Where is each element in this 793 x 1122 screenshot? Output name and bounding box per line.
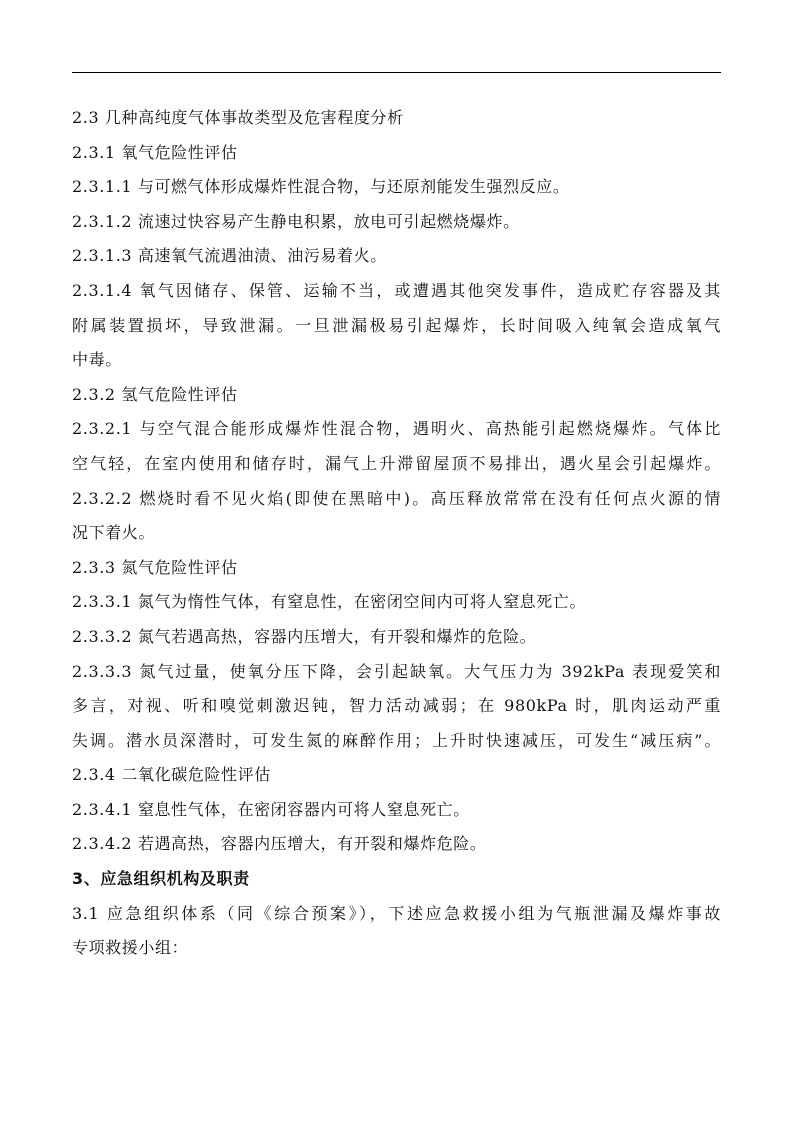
paragraph-line: 附属装置损坏，导致泄漏。一旦泄漏极易引起爆炸，长时间吸入纯氧会造成氧气: [72, 315, 721, 335]
paragraph-line: 空气轻，在室内使用和储存时，漏气上升滞留屋顶不易排出，遇火星会引起爆炸。: [72, 453, 721, 473]
paragraph-line: 2.3.1.3 高速氧气流遇油渍、油污易着火。: [72, 246, 387, 266]
subsection-heading-oxygen: 2.3.1 氧气危险性评估: [72, 142, 238, 162]
paragraph-line: 中毒。: [72, 350, 122, 370]
paragraph-line: 2.3.2.1 与空气混合能形成爆炸性混合物，遇明火、高热能引起燃烧爆炸。气体比: [72, 419, 721, 439]
paragraph-line: 2.3.3.2 氮气若遇高热，容器内压增大，有开裂和爆炸的危险。: [72, 626, 537, 646]
paragraph-line: 2.3.1.4 氧气因储存、保管、运输不当，或遭遇其他突发事件，造成贮存容器及其: [72, 280, 721, 300]
paragraph-line: 多言，对视、听和嗅觉刺激迟钝，智力活动减弱；在 980kPa 时，肌肉运动严重: [72, 696, 721, 716]
subsection-heading-hydrogen: 2.3.2 氢气危险性评估: [72, 384, 238, 404]
paragraph-line: 2.3.4.1 窒息性气体，在密闭容器内可将人窒息死亡。: [72, 799, 470, 819]
paragraph-line: 2.3.3.1 氮气为惰性气体，有窒息性，在密闭空间内可将人窒息死亡。: [72, 592, 587, 612]
paragraph-line: 2.3.1.1 与可燃气体形成爆炸性混合物，与还原剂能发生强烈反应。: [72, 177, 570, 197]
paragraph-line: 2.3.2.2 燃烧时看不见火焰(即使在黑暗中)。高压释放常常在没有任何点火源的情: [72, 488, 721, 508]
subsection-heading-co2: 2.3.4 二氧化碳危险性评估: [72, 765, 271, 785]
section-heading-3: 3、应急组织机构及职责: [72, 869, 250, 889]
paragraph-line: 况下着火。: [72, 523, 156, 543]
paragraph-line: 3.1 应急组织体系（同《综合预案》），下述应急救援小组为气瓶泄漏及爆炸事故: [72, 903, 721, 923]
paragraph-line: 专项救援小组：: [72, 938, 189, 958]
paragraph-line: 2.3.3.3 氮气过量，使氧分压下降，会引起缺氧。大气压力为 392kPa 表现爱笑和: [72, 661, 721, 681]
document-body: [72, 101, 721, 966]
paragraph-line: 2.3.1.2 流速过快容易产生静电积累，放电可引起燃烧爆炸。: [72, 211, 520, 231]
paragraph-line: 2.3.4.2 若遇高热，容器内压增大，有开裂和爆炸危险。: [72, 834, 487, 854]
subsection-heading-nitrogen: 2.3.3 氮气危险性评估: [72, 557, 238, 577]
paragraph-line: 失调。潜水员深潜时，可发生氮的麻醉作用；上升时快速减压，可发生“减压病”。: [72, 730, 721, 750]
header-rule: [72, 72, 721, 73]
section-heading-2-3: 2.3 几种高纯度气体事故类型及危害程度分析: [72, 108, 404, 127]
